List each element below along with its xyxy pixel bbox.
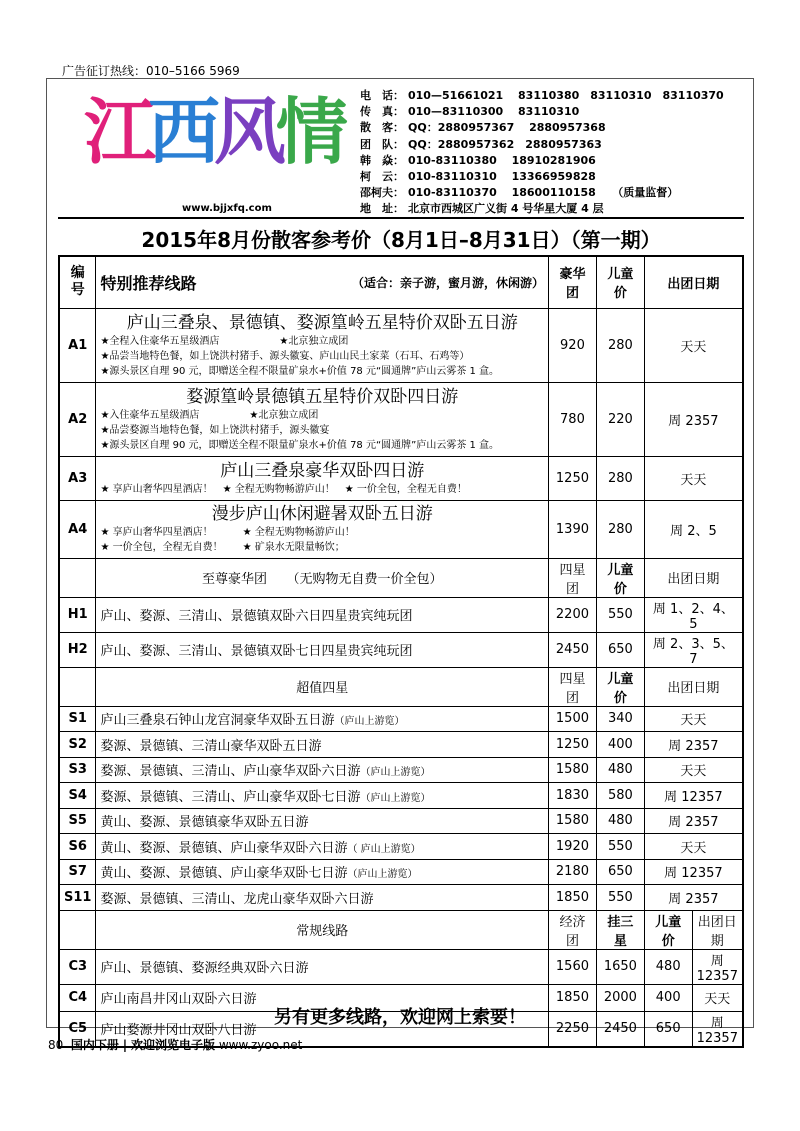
contact-value: 010—83110300 83110310: [408, 105, 580, 119]
route-name: [96, 808, 549, 834]
economy-price: 2250: [549, 1011, 597, 1047]
blank-cell: [59, 667, 96, 706]
route-code: C5: [59, 1011, 96, 1047]
contact-row: [360, 169, 724, 185]
contact-value: 010-83110380 18910281906: [408, 153, 596, 167]
departure-dates: 周 12357: [692, 1011, 743, 1047]
child-price: 280: [596, 500, 644, 558]
route-code: S6: [59, 834, 96, 860]
route-name: [96, 859, 549, 885]
route-code: C4: [59, 984, 96, 1011]
child-price: 550: [596, 597, 644, 632]
section-title: 至尊豪华团 （无购物无自费一价全包）: [96, 558, 549, 597]
route-name-text: 黄山、婺源、景德镇豪华双卧五日游: [100, 815, 309, 831]
contact-label: 地 址：: [360, 202, 404, 216]
child-price: 550: [596, 885, 644, 911]
route-code: A3: [59, 456, 96, 500]
contact-block: [360, 88, 724, 218]
contact-row: [360, 88, 724, 104]
section-title: 超值四星: [96, 667, 549, 706]
section-col-price: 四星团: [549, 558, 597, 597]
route-name-text: 婺源、景德镇、三清山、龙虎山豪华双卧六日游: [100, 891, 374, 907]
price: 1390: [549, 500, 597, 558]
departure-dates: 天天: [644, 757, 743, 783]
logo-char-2: 西: [148, 89, 221, 174]
table-row: [59, 834, 743, 860]
route-name-text: 庐山三叠泉石钟山龙宫洞豪华双卧五日游: [100, 713, 335, 729]
logo-char-3: 风: [214, 89, 287, 174]
child-price: 480: [644, 949, 692, 984]
route-name-text: 黄山、婺源、景德镇、庐山豪华双卧七日游: [100, 866, 348, 882]
departure-dates: 周 12357: [692, 949, 743, 984]
contact-label: 韩 焱：: [360, 153, 404, 167]
header-special: [96, 256, 549, 308]
contact-value: 010-83110370 18600110158 （质量监督）: [408, 186, 679, 200]
footer-separator: |: [122, 1038, 128, 1052]
departure-dates: 天天: [692, 984, 743, 1011]
logo-char-1: 江: [84, 89, 157, 174]
price: 1850: [549, 885, 597, 911]
price: 920: [549, 308, 597, 382]
table-row: [59, 859, 743, 885]
child-price: 550: [596, 834, 644, 860]
three-star-price: 2000: [596, 984, 644, 1011]
route-title: 婺源篁岭景德镇五星特价双卧四日游: [186, 386, 459, 407]
departure-dates: 天天: [644, 308, 743, 382]
table-row: [59, 706, 743, 732]
logo-char-4: 情: [276, 89, 349, 174]
section-col-dates: 出团日期: [644, 558, 743, 597]
price: 2180: [549, 859, 597, 885]
price: 1250: [549, 456, 597, 500]
price-table: [58, 255, 744, 1048]
economy-price: 1850: [549, 984, 597, 1011]
route-detail: [96, 308, 549, 382]
table-row: [59, 757, 743, 783]
section-col-price: 经济团: [549, 910, 597, 949]
price: 780: [549, 382, 597, 456]
route-name-text: 婺源、景德镇、三清山豪华双卧五日游: [100, 738, 322, 754]
three-star-price: 1650: [596, 949, 644, 984]
site-url[interactable]: www.bjjxfq.com: [182, 203, 272, 214]
departure-dates: 周 2、5: [644, 500, 743, 558]
price: 1920: [549, 834, 597, 860]
route-code: A4: [59, 500, 96, 558]
route-note: ★ 享庐山奢华四星酒店！ ★ 全程无购物畅游庐山！ ★ 一价全包，全程无自费！: [100, 483, 467, 495]
footer-url[interactable]: www.zyoo.net: [218, 1038, 303, 1052]
price: 1830: [549, 783, 597, 809]
table-row: [59, 783, 743, 809]
route-name: [96, 732, 549, 758]
table-row: [59, 632, 743, 667]
child-price: 480: [596, 757, 644, 783]
route-name: [96, 783, 549, 809]
route-code: S11: [59, 885, 96, 911]
section-col-child: 儿童价: [644, 910, 692, 949]
blank-cell: [59, 558, 96, 597]
table-row: [59, 456, 743, 500]
header-child: 儿童价: [596, 256, 644, 308]
route-sub: （ 庐山上游览）: [347, 843, 421, 855]
section-col-child: 儿童价: [596, 667, 644, 706]
contact-value: 010-83110310 13366959828: [408, 170, 596, 184]
table-row: [59, 885, 743, 911]
section-col-dates: 出团日期: [692, 910, 743, 949]
table-header-row: [59, 256, 743, 308]
route-note: ★品尝当地特色餐，如上饶洪村猪手、源头徽宴、庐山山民土家菜（石耳、石鸡等）: [100, 350, 470, 362]
header-suitable: （适合：亲子游，蜜月游，休闲游）: [351, 275, 544, 290]
regular-header-row: [59, 910, 743, 949]
route-name: 庐山、婺源、三清山、景德镇双卧六日四星贵宾纯玩团: [96, 597, 549, 632]
route-title: 庐山三叠泉豪华双卧四日游: [220, 460, 425, 481]
table-row: [59, 597, 743, 632]
route-name: 庐山、景德镇、婺源经典双卧六日游: [96, 949, 549, 984]
route-name-text: 婺源、景德镇、三清山、庐山豪华双卧六日游: [100, 764, 361, 780]
child-price: 580: [596, 783, 644, 809]
child-price: 400: [644, 984, 692, 1011]
route-note: ★全程入住豪华五星级酒店 ★北京独立成团: [100, 335, 349, 347]
header-dates: 出团日期: [644, 256, 743, 308]
section-col-dates: 出团日期: [644, 667, 743, 706]
departure-dates: 天天: [644, 706, 743, 732]
route-sub: （庐山上游览）: [360, 767, 431, 779]
departure-dates: 周 2357: [644, 808, 743, 834]
contact-row: [360, 185, 724, 201]
route-name-text: 婺源、景德镇、三清山、庐山豪华双卧七日游: [100, 789, 361, 805]
price: 1500: [549, 706, 597, 732]
contact-row: [360, 104, 724, 120]
route-note: ★源头景区自理 90 元，即赠送全程不限量矿泉水+价值 78 元“圆通牌”庐山云雾茶 1 盒。: [100, 365, 500, 377]
route-note: ★ 享庐山奢华四星酒店！ ★ 全程无购物畅游庐山！: [100, 527, 355, 538]
route-detail: [96, 382, 549, 456]
departure-dates: 周 2357: [644, 885, 743, 911]
luxury-header-row: [59, 558, 743, 597]
contact-value: 北京市西城区广义街 4 号华星大厦 4 层: [408, 202, 604, 216]
route-code: A2: [59, 382, 96, 456]
route-name: [96, 885, 549, 911]
contact-label: 电 话：: [360, 89, 404, 102]
route-title: 庐山三叠泉、景德镇、婺源篁岭五星特价双卧五日游: [126, 312, 518, 333]
child-price: 280: [596, 456, 644, 500]
table-row: [59, 808, 743, 834]
route-detail: [96, 456, 549, 500]
route-note: ★入住豪华五星级酒店 ★北京独立成团: [100, 409, 319, 421]
route-code: A1: [59, 308, 96, 382]
route-code: C3: [59, 949, 96, 984]
blank-cell: [59, 910, 96, 949]
child-price: 340: [596, 706, 644, 732]
header-special-label: 特别推荐线路: [100, 273, 197, 293]
route-sub: （庐山上游览）: [347, 869, 418, 881]
departure-dates: 周 2357: [644, 732, 743, 758]
route-code: H1: [59, 597, 96, 632]
route-note: ★源头景区自理 90 元，即赠送全程不限量矿泉水+价值 78 元“圆通牌”庐山云雾茶 1 盒。: [100, 439, 500, 451]
page-number: 80: [48, 1038, 64, 1052]
section-name: 国内下册: [70, 1038, 119, 1052]
child-price: 650: [596, 859, 644, 885]
more-routes-note: 另有更多线路，欢迎网上索要！: [274, 1007, 526, 1028]
departure-dates: 周 1、2、4、5: [644, 597, 743, 632]
child-price: 650: [596, 632, 644, 667]
browse-text: 欢迎浏览电子版: [130, 1038, 215, 1052]
price: 2450: [549, 632, 597, 667]
contact-label: 柯 云：: [360, 170, 404, 184]
route-note: ★ 一价全包，全程无自费！ ★ 矿泉水无限量畅饮；: [100, 542, 345, 553]
section-col-price: 四星团: [549, 667, 597, 706]
price: 1580: [549, 808, 597, 834]
child-price: 220: [596, 382, 644, 456]
departure-dates: 周 12357: [644, 859, 743, 885]
route-code: S7: [59, 859, 96, 885]
route-name: [96, 757, 549, 783]
price: 2200: [549, 597, 597, 632]
table-row: [59, 308, 743, 382]
departure-dates: 天天: [644, 456, 743, 500]
child-price: 280: [596, 308, 644, 382]
table-row: [59, 500, 743, 558]
departure-dates: 天天: [644, 834, 743, 860]
route-code: S1: [59, 706, 96, 732]
route-detail: [96, 500, 549, 558]
contact-row: [360, 201, 724, 217]
child-price: 650: [644, 1011, 692, 1047]
contact-value: 010—51661021 83110380 83110310 83110370: [408, 89, 724, 102]
departure-dates: 周 2357: [644, 382, 743, 456]
route-title: 漫步庐山休闲避暑双卧五日游: [211, 504, 433, 524]
contact-value: QQ：2880957362 2880957363: [408, 137, 602, 151]
route-name: [96, 706, 549, 732]
header-divider: [58, 217, 744, 219]
route-name: 庐山、婺源、三清山、景德镇双卧七日四星贵宾纯玩团: [96, 632, 549, 667]
three-star-price: 2450: [596, 1011, 644, 1047]
logo: [80, 84, 350, 202]
route-sub: （庐山上游览）: [360, 792, 431, 804]
header-code: [59, 256, 96, 308]
table-row: [59, 949, 743, 984]
departure-dates: 周 2、3、5、7: [644, 632, 743, 667]
header-luxury: 豪华团: [549, 256, 597, 308]
route-name-text: 黄山、婺源、景德镇、庐山豪华双卧六日游: [100, 840, 348, 856]
page-footer: [48, 1036, 302, 1053]
contact-label: 团 队：: [360, 137, 404, 151]
contact-value: QQ：2880957367 2880957368: [408, 121, 606, 135]
contact-row: [360, 153, 724, 169]
contact-label: 散 客：: [360, 121, 404, 135]
contact-row: [360, 137, 724, 153]
ad-hotline: 广告征订热线：010–5166 5969: [62, 64, 240, 78]
contact-label: 传 真：: [360, 105, 404, 119]
economy-price: 1560: [549, 949, 597, 984]
section-col-child: 儿童价: [596, 558, 644, 597]
route-name: 庐山南昌井冈山双卧六日游: [96, 984, 549, 1011]
child-price: 400: [596, 732, 644, 758]
route-note: ★品尝婺源当地特色餐，如上饶洪村猪手，源头徽宴: [100, 424, 330, 436]
price: 1250: [549, 732, 597, 758]
route-code: H2: [59, 632, 96, 667]
section-title: 常规线路: [96, 910, 549, 949]
route-code: S3: [59, 757, 96, 783]
route-name: [96, 834, 549, 860]
value-header-row: [59, 667, 743, 706]
departure-dates: 周 12357: [644, 783, 743, 809]
page-title: 2015年8月份散客参考价（8月1日–8月31日）（第一期）: [141, 228, 661, 252]
section-col-price2: 挂三星: [596, 910, 644, 949]
header-code-label: 编号: [70, 265, 85, 299]
table-row: [59, 382, 743, 456]
route-code: S4: [59, 783, 96, 809]
route-code: S2: [59, 732, 96, 758]
child-price: 480: [596, 808, 644, 834]
contact-label: 邵柯夫：: [360, 186, 404, 200]
route-code: S5: [59, 808, 96, 834]
contact-row: [360, 120, 724, 136]
route-name: 庐山婺源井冈山双卧八日游: [96, 1011, 549, 1047]
price: 1580: [549, 757, 597, 783]
table-row: [59, 732, 743, 758]
route-sub: （庐山上游览）: [334, 716, 405, 728]
